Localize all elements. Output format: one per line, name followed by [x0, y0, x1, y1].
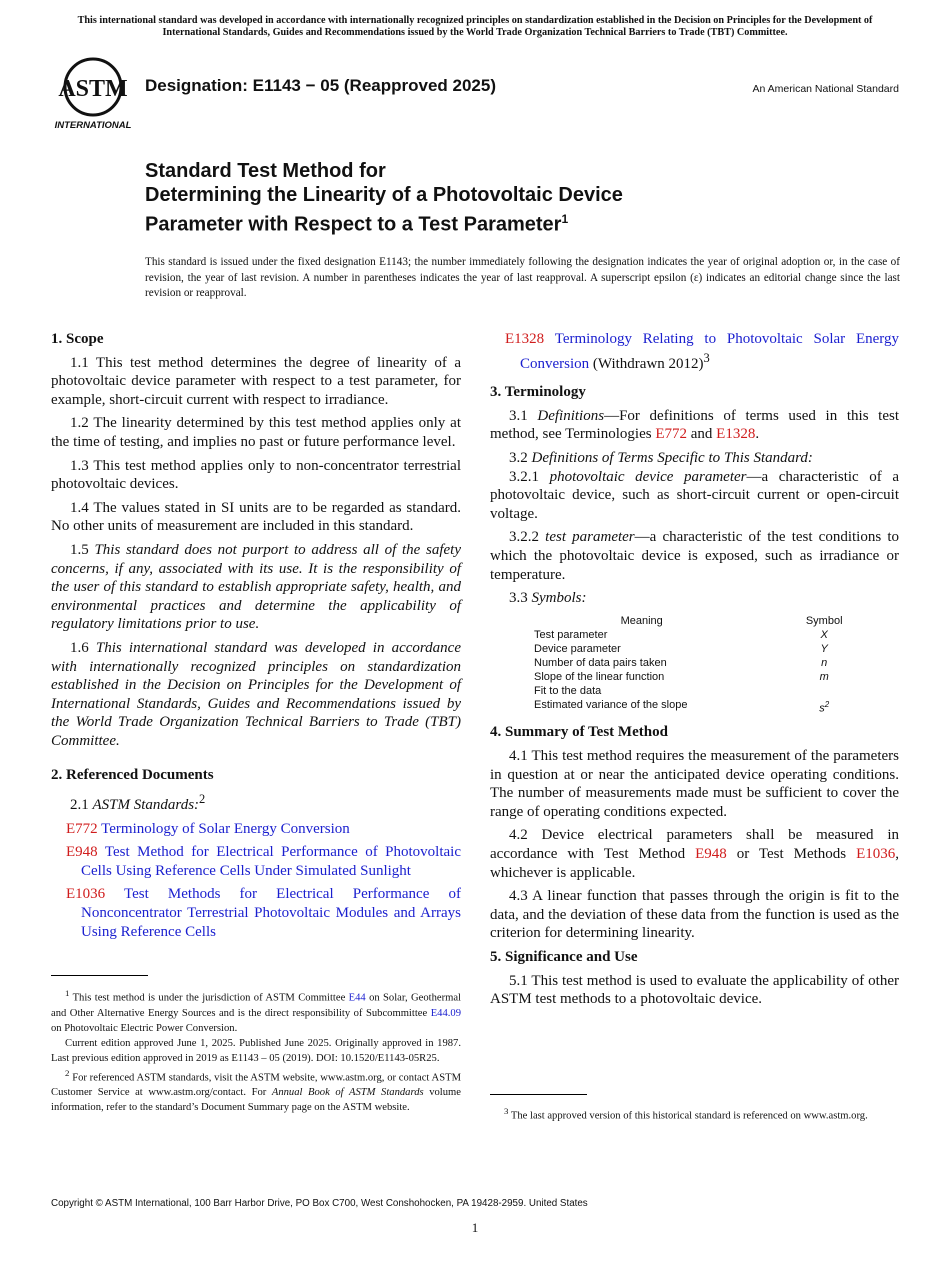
ref-code-link[interactable]: E1036 — [66, 886, 106, 903]
symbols-header-row — [534, 614, 899, 628]
ref-code-link[interactable]: E1328 — [505, 331, 545, 347]
symbols-table — [534, 614, 899, 716]
section-heading-terminology: 3. Terminology — [490, 384, 586, 401]
table-row: Test parameter X — [534, 628, 828, 641]
footnote-ref-2[interactable]: 2 — [199, 792, 206, 807]
ref-e772 — [51, 820, 461, 839]
link-e772[interactable]: E772 — [655, 426, 687, 443]
paragraph-1-3: 1.3 This test method applies only to non-concentrator terrestrial photovoltaic devices. — [51, 457, 461, 493]
astm-logo — [52, 56, 134, 132]
footnote-rule-left — [51, 975, 148, 976]
paragraph-1-6: 1.6 This international standard was developed in accordance with internationally recognized principles on standardization established in the Decision on Principles for the Development of International Standards, Guides and Recommendations issued by the World Trade Organization Technical Barriers to Trade (TBT) Committee. — [51, 639, 462, 749]
paragraph-1-2: 1.2 The linearity determined by this test method applies only at the time of testing, and implies no past or future performance level. — [51, 415, 461, 450]
document-title — [145, 159, 785, 237]
subcommittee-link[interactable]: E44.09 — [430, 1007, 461, 1019]
title-line-2: Determining the Linearity of a Photovoltaic Device — [145, 184, 623, 206]
paragraph-3-1: 3.1 Definitions—For definitions of terms used in this test method, see Terminologies E772 and E1328. — [490, 407, 900, 443]
section-heading-scope: 1. Scope — [51, 331, 104, 347]
table-row: Fit to the data — [534, 684, 602, 697]
link-e1036[interactable]: E1036 — [856, 845, 896, 862]
table-row: Slope of the linear function m — [534, 670, 829, 683]
footnote-3: $^3$ The last approved version of this historical standard is referenced on www.astm.org. — [504, 1106, 868, 1122]
title-line-3: Parameter with Respect to a Test Parameter$^1$ — [145, 212, 569, 236]
link-e948[interactable]: E948 — [695, 845, 727, 862]
table-row: Number of data pairs taken n — [534, 656, 828, 669]
national-standard-label: An American National Standard — [752, 83, 899, 95]
page-number: 1 — [471, 1220, 479, 1235]
footnote-1: $^1$ This test method is under the jurisdiction of ASTM Committee E44 on Solar, Geothermal and Other Alternative Energy Sources and is the direct responsibility of Subcommittee E44.09 on Photovoltaic Electric Power Conversion. — [51, 988, 461, 1034]
left-column — [51, 330, 461, 946]
link-e1328[interactable]: E1328 — [716, 426, 756, 443]
ref-e948 — [51, 843, 461, 880]
top-notice: This international standard was developed in accordance with internationally recognized principles on standardization established in the Decision on Principles for the Development of International Standards, Guides and Recommendations issued by the World Trade Organization Technical Barriers to Trade (TBT) Committee. — [77, 15, 873, 38]
ref-e1036-continued: E1328 Terminology Relating to Photovoltaic Solar Energy Conversion (Withdrawn 2012)$^3$ — [505, 331, 899, 372]
section-heading-significance: 5. Significance and Use — [490, 948, 638, 965]
paragraph-5-1: 5.1 This test method is used to evaluate the applicability of other ASTM test methods to a photovoltaic device. — [490, 972, 899, 1008]
footnote-1-edition: Current edition approved June 1, 2025. Published June 2025. Originally approved in 1987. Last previous edition approved in 2019 as E1143 – 05 (2019). DOI: 10.1520/E1143-05R25. — [51, 1037, 461, 1064]
ref-title-link[interactable]: Terminology of Solar Energy Conversion — [101, 820, 350, 837]
paragraph-1-5: 1.5 This standard does not purport to address all of the safety concerns, if any, associated with its use. It is the responsibility of the user of this standard to establish appropriate safety, health, and environmental practices and determine the applicability of regulatory limitations prior to use. — [51, 541, 462, 633]
issuance-note: This standard is issued under the fixed designation E1143; the number immediately following the designation indicates the year of original adoption or, in the case of revision, the year of last revision. A number in parentheses indicates the year of last reapproval. A superscript epsilon (ε) indicates an editorial change since the last revision or reapproval. — [145, 256, 900, 299]
footnote-2: $^2$ For referenced ASTM standards, visit the ASTM website, www.astm.org, or contact ASTM Customer Service at www.astm.org/contact. For Annual Book of ASTM Standards volume information, refer to the standard’s Document Summary page on the ASTM website. — [51, 1067, 461, 1114]
title-line-1: Standard Test Method for — [145, 160, 386, 182]
logo-label: INTERNATIONAL — [54, 120, 132, 131]
ref-e1036 — [51, 885, 461, 941]
right-column — [490, 330, 899, 1014]
designation: Designation: E1143 − 05 (Reapproved 2025) — [145, 76, 497, 95]
footnotes-right — [490, 1104, 899, 1124]
copyright-line: Copyright © ASTM International, 100 Barr Harbor Drive, PO Box C700, West Conshohocken, PA 19428-2959. United States — [51, 1198, 588, 1209]
ref-code-link[interactable]: E772 — [66, 820, 98, 837]
footnote-rule-right — [490, 1094, 587, 1095]
section-heading-referenced-documents: 2. Referenced Documents — [51, 767, 214, 784]
table-row: Estimated variance of the slope $s^2$ — [534, 698, 830, 715]
paragraph-3-2-1: 3.2.1 photovoltaic device parameter—a characteristic of a photovoltaic device, such as short-circuit current or open-circuit voltage. — [490, 468, 899, 522]
section-heading-summary: 4. Summary of Test Method — [490, 724, 668, 741]
committee-link[interactable]: E44 — [348, 992, 366, 1004]
paragraph-1-1: 1.1 This test method determines the degree of linearity of a photovoltaic device parameter with respect to a test parameter, for example, short-circuit current with respect to irradiance. — [51, 354, 461, 408]
paragraph-3-2-2: 3.2.2 test parameter—a characteristic of the test conditions to which the photovoltaic device is exposed, such as irradiance or temperature. — [490, 529, 899, 583]
header-meaning: Meaning — [620, 614, 663, 627]
footnotes-left — [51, 986, 461, 1115]
ref-title-link[interactable]: Test Method for Electrical Performance of Photovoltaic Cells Using Reference Cells Under Simulated Sunlight — [81, 844, 461, 879]
ref-title-link[interactable]: Terminology Relating to Photovoltaic Solar Energy Conversion — [520, 331, 899, 372]
title-footnote-ref[interactable]: 1 — [561, 212, 569, 226]
paragraph-3-3: 3.3 Symbols: — [509, 590, 587, 607]
header-symbol: Symbol — [805, 614, 843, 627]
paragraph-4-1: 4.1 This test method requires the measurement of the parameters in question at or near the anticipated device operating conditions. The number of measurements made must be sufficient to cover the range of operating conditions expected. — [490, 747, 899, 820]
paragraph-4-2: 4.2 Device electrical parameters shall be measured in accordance with Test Method E948 or Test Methods E1036, whichever is applicable. — [490, 827, 899, 881]
paragraph-1-4: 1.4 The values stated in SI units are to be regarded as standard. No other units of measurement are included in this standard. — [51, 499, 461, 535]
table-row: Device parameter Y — [534, 642, 828, 655]
paragraph-3-2: 3.2 Definitions of Terms Specific to This Standard: — [509, 449, 813, 466]
paragraph-4-3: 4.3 A linear function that passes through the origin is fit to the data, and the deviation of these data from the function is used as the criterion for determining linearity. — [490, 888, 899, 942]
logo-letters: ASTM — [58, 76, 128, 102]
ref-code-link[interactable]: E948 — [66, 844, 98, 861]
paragraph-2-1: 2.1 ASTM Standards:$^2$ — [70, 792, 206, 814]
footnote-ref-3[interactable]: 3 — [703, 350, 710, 365]
ref-title-link[interactable]: Test Methods for Electrical Performance of Nonconcentrator Terrestrial Photovoltaic Modules and Arrays Using Reference Cells — [81, 886, 461, 940]
